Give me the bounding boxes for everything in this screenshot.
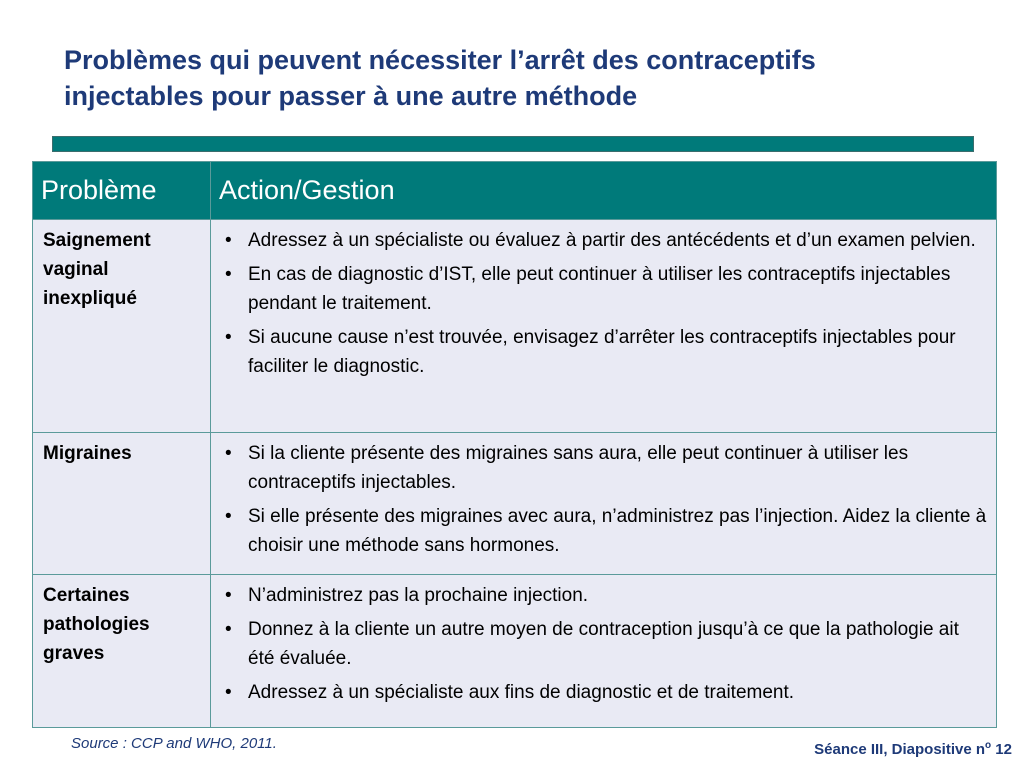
bullet-icon: • [225, 264, 232, 285]
problem-label-line: pathologies [43, 614, 150, 635]
action-text: Si aucune cause n’est trouvée, envisagez d’arrêter les contraceptifs injectables pour faciliter le diagnostic. [248, 327, 956, 377]
header-problem: Problème [33, 162, 211, 220]
slide-number [814, 740, 1012, 758]
action-item [221, 323, 990, 381]
problem-label-line: Certaines [43, 585, 130, 606]
table-row [33, 575, 997, 728]
action-item [221, 260, 990, 318]
slide-number-prefix: Séance III, Diapositive n [814, 741, 986, 758]
bullet-icon: • [225, 585, 232, 606]
action-item [221, 226, 990, 255]
action-cell [211, 575, 997, 728]
action-text: N’administrez pas la prochaine injection. [248, 585, 589, 606]
slide-title-line-2: injectables pour passer à une autre méthode [64, 81, 638, 111]
table-row [33, 433, 997, 575]
header-action: Action/Gestion [211, 162, 997, 220]
slide-title [64, 42, 984, 114]
action-list [221, 439, 990, 560]
slide-title-line-1: Problèmes qui peuvent nécessiter l’arrêt des contraceptifs [64, 45, 816, 75]
bullet-icon: • [225, 506, 232, 527]
slide-number-sup: o [985, 740, 992, 751]
action-text: Si elle présente des migraines avec aura, n’administrez pas l’injection. Aidez la cliente à choisir une méthode sans hormones. [248, 506, 987, 556]
bullet-icon: • [225, 230, 232, 251]
action-item [221, 678, 990, 707]
problem-cell [33, 433, 211, 575]
action-item [221, 439, 990, 497]
table-header-row [33, 162, 997, 220]
problem-cell [33, 220, 211, 433]
bullet-icon: • [225, 682, 232, 703]
title-divider-bar [52, 136, 974, 152]
source-citation: Source : CCP and WHO, 2011. [71, 735, 277, 752]
problem-label-line: Saignement [43, 230, 151, 251]
action-text: Adressez à un spécialiste aux fins de diagnostic et de traitement. [248, 682, 795, 703]
action-text: Donnez à la cliente un autre moyen de contraception jusqu’à ce que la pathologie ait été évaluée. [248, 619, 959, 669]
problem-label-line: inexpliqué [43, 288, 137, 309]
bullet-icon: • [225, 327, 232, 348]
bullet-icon: • [225, 443, 232, 464]
action-item [221, 581, 990, 610]
action-list [221, 581, 990, 707]
problem-label-line: graves [43, 643, 105, 664]
problem-label-line: Migraines [43, 443, 132, 464]
action-list [221, 226, 990, 381]
problem-label-line: vaginal [43, 259, 109, 280]
action-cell [211, 220, 997, 433]
action-cell [211, 433, 997, 575]
slide-number-value: 12 [991, 741, 1012, 758]
action-text: Si la cliente présente des migraines sans aura, elle peut continuer à utiliser les contraceptifs injectables. [248, 443, 909, 493]
action-text: Adressez à un spécialiste ou évaluez à partir des antécédents et d’un examen pelvien. [248, 230, 976, 251]
action-text: En cas de diagnostic d’IST, elle peut continuer à utiliser les contraceptifs injectables pendant le traitement. [248, 264, 951, 314]
problem-cell [33, 575, 211, 728]
action-item [221, 502, 990, 560]
action-item [221, 615, 990, 673]
table-row [33, 220, 997, 433]
problems-table [32, 161, 997, 728]
bullet-icon: • [225, 619, 232, 640]
